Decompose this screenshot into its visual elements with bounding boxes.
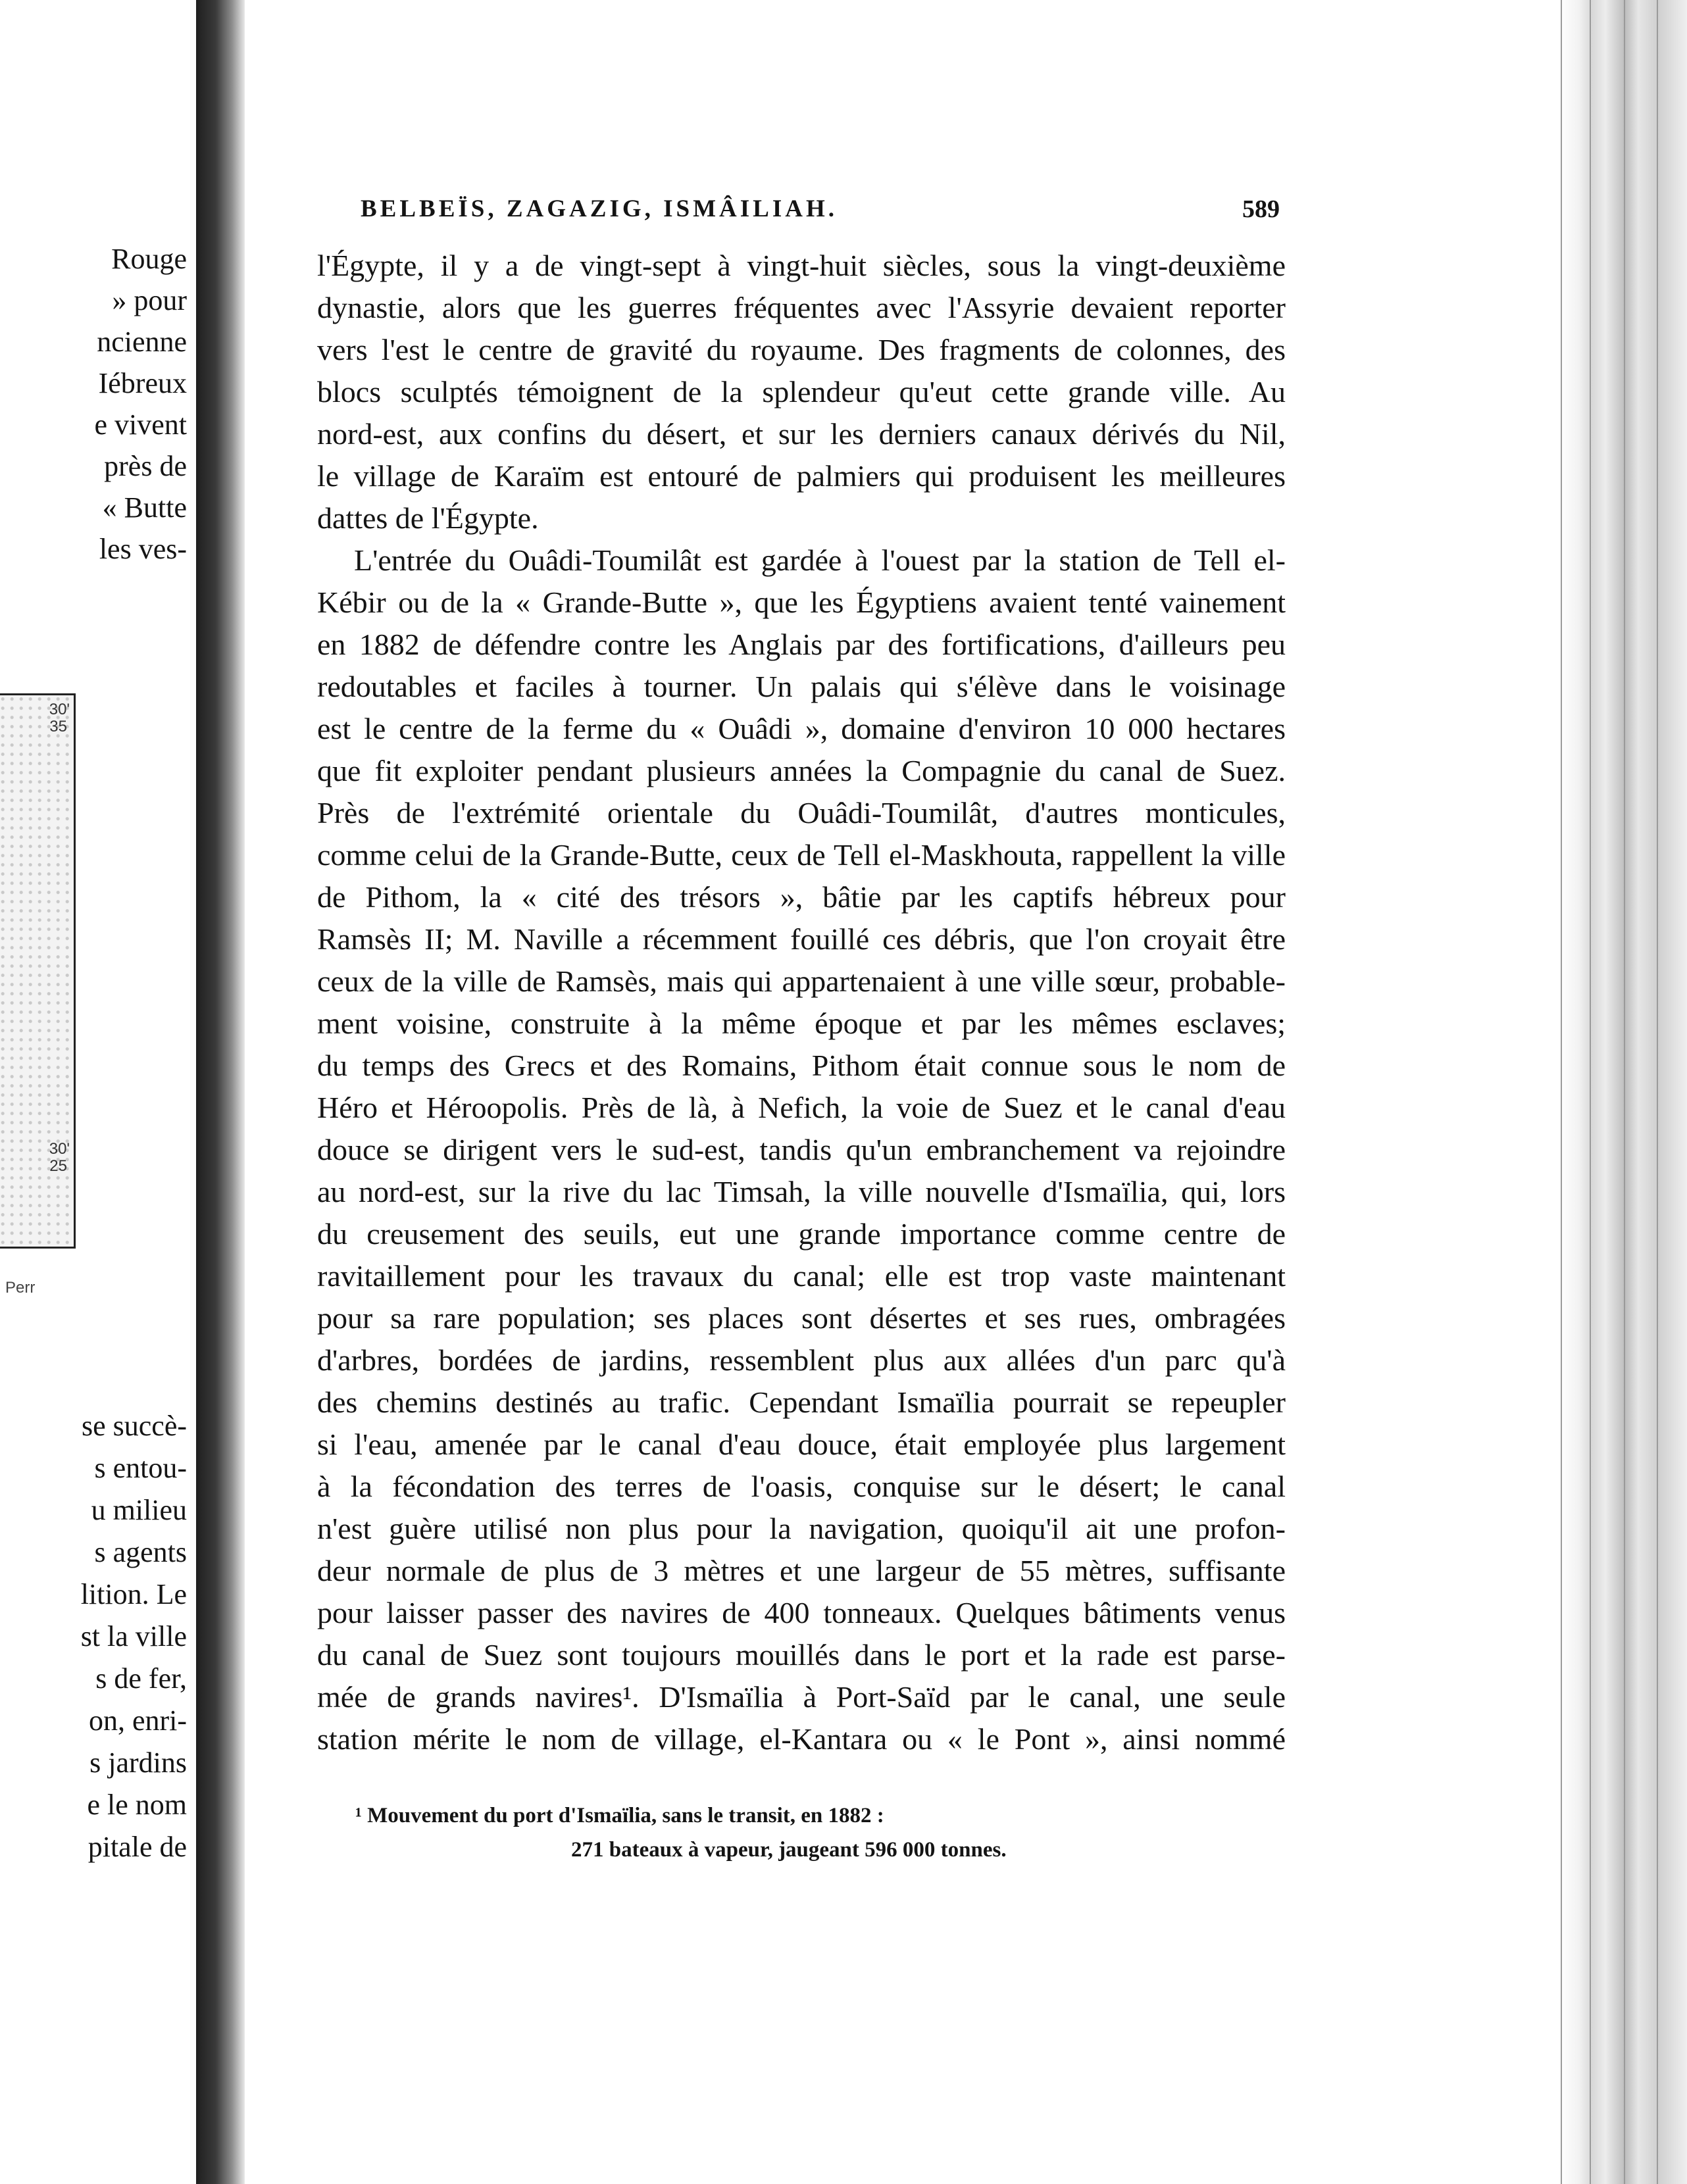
text-line: Ramsès II; M. Naville a récemment fouillé ces débris, que l'on croyait être [317,922,1286,956]
text-line: dattes de l'Égypte. [317,501,539,535]
text-line: deur normale de plus de 3 mètres et une largeur de 55 mètres, suffisante [317,1554,1286,1587]
page-edge-line [1657,0,1658,2184]
text-line: vers l'est le centre de gravité du royaume. Des fragments de colonnes, des [317,333,1286,366]
text-line: blocs sculptés témoignent de la splendeur qu'eut cette grande ville. Au [317,375,1286,409]
text-line: ceux de la ville de Ramsès, mais qui appartenaient à une ville sœur, probable- [317,964,1286,998]
map-label: 30' [49,1140,70,1158]
left-page-line: « Butte [102,491,187,524]
map-label: 25 [49,1157,67,1175]
left-facing-page [0,0,196,2184]
text-line: que fit exploiter pendant plusieurs années la Compagnie du canal de Suez. [317,754,1286,787]
map-fragment [0,693,76,1249]
text-line: l'Égypte, il y a de vingt-sept à vingt-huit siècles, sous la vingt-deuxième [317,249,1286,282]
text-line: du canal de Suez sont toujours mouillés dans le port et la rade est parse- [317,1638,1286,1672]
running-head: BELBEÏS, ZAGAZIG, ISMÂILIAH. [361,195,838,222]
text-line: au nord-est, sur la rive du lac Timsah, la ville nouvelle d'Ismaïlia, qui, lors [317,1175,1286,1208]
text-line: ravitaillement pour les travaux du canal; elle est trop vaste maintenant [317,1259,1286,1293]
page-number: 589 [1242,195,1280,223]
text-line: est le centre de la ferme du « Ouâdi », domaine d'environ 10 000 hectares [317,712,1286,745]
left-page-line: Rouge [111,243,187,275]
map-label: 35 [49,718,67,735]
left-page-line: s de fer, [95,1662,187,1695]
text-line: n'est guère utilisé non plus pour la navigation, quoiqu'il ait une profon- [317,1512,1286,1545]
left-page-line: st la ville [80,1620,187,1652]
left-page-line: u milieu [91,1494,187,1526]
text-line: douce se dirigent vers le sud-est, tandis qu'un embranchement va rejoindre [317,1133,1286,1166]
left-page-line: s entou- [94,1452,187,1484]
left-page-line: e le nom [87,1789,187,1821]
page-edge-line [1590,0,1591,2184]
left-page-line: s jardins [89,1747,187,1779]
body-text [317,245,1286,1760]
left-page-line: pitale de [88,1831,187,1863]
text-line: ment voisine, construite à la même époque et par les mêmes esclaves; [317,1006,1286,1040]
map-credit: Perr [5,1279,36,1297]
left-page-line: près de [104,450,187,482]
text-line: redoutables et faciles à tourner. Un palais qui s'élève dans le voisinage [317,670,1286,703]
book-gutter [196,0,245,2184]
text-line: du creusement des seuils, eut une grande importance comme centre de [317,1217,1286,1251]
text-line: en 1882 de défendre contre les Anglais par des fortifications, d'ailleurs peu [317,628,1286,661]
text-line: comme celui de la Grande-Butte, ceux de Tell el-Maskhouta, rappellent la ville [317,838,1286,872]
text-line: Près de l'extrémité orientale du Ouâdi-Toumilât, d'autres monticules, [317,796,1286,830]
text-line: nord-est, aux confins du désert, et sur les derniers canaux dérivés du Nil, [317,417,1286,451]
page-edge-line [1624,0,1625,2184]
text-line: du temps des Grecs et des Romains, Pithom était connue sous le nom de [317,1049,1286,1082]
text-line: à la fécondation des terres de l'oasis, conquise sur le désert; le canal [317,1470,1286,1503]
text-line: Héro et Héroopolis. Près de là, à Nefich, la voie de Suez et le canal d'eau [317,1091,1286,1124]
left-page-line: se succè- [81,1410,187,1442]
left-page-line: lition. Le [80,1578,187,1610]
text-line: des chemins destinés au trafic. Cependant Ismaïlia pourrait se repeupler [317,1385,1286,1419]
text-line: Kébir ou de la « Grande-Butte », que les Égyptiens avaient tenté vainement [317,585,1286,619]
left-page-line: » pour [112,284,187,316]
left-page-line: e vivent [94,409,187,441]
left-page-line: ncienne [97,326,187,358]
text-line: de Pithom, la « cité des trésors », bâtie par les captifs hébreux pour [317,880,1286,914]
left-page-line: s agents [94,1536,187,1568]
text-line: dynastie, alors que les guerres fréquentes avec l'Assyrie devaient reporter [317,291,1286,324]
left-page-line: Iébreux [98,367,187,399]
text-line: le village de Karaïm est entouré de palmiers qui produisent les meilleures [317,459,1286,493]
footnote-line: 271 bateaux à vapeur, jaugeant 596 000 tonnes. [571,1838,1007,1862]
left-page-line: les ves- [99,533,187,565]
footnote-line: ¹ Mouvement du port d'Ismaïlia, sans le transit, en 1882 : [355,1804,884,1827]
text-line: si l'eau, amenée par le canal d'eau douce, était employée plus largement [317,1427,1286,1461]
text-line: pour sa rare population; ses places sont désertes et ses rues, ombragées [317,1301,1286,1335]
text-line: d'arbres, bordées de jardins, ressemblent plus aux allées d'un parc qu'à [317,1343,1286,1377]
page-edges [1559,0,1687,2184]
text-line: L'entrée du Ouâdi-Toumilât est gardée à l'ouest par la station de Tell el- [354,543,1286,577]
text-line: station mérite le nom de village, el-Kantara ou « le Pont », ainsi nommé [317,1722,1286,1756]
page-edge-line [1561,0,1562,2184]
text-line: pour laisser passer des navires de 400 tonneaux. Quelques bâtiments venus [317,1596,1286,1629]
left-page-line: on, enri- [88,1704,187,1737]
text-line: mée de grands navires¹. D'Ismaïlia à Port-Saïd par le canal, une seule [317,1680,1286,1714]
map-label: 30' [49,701,70,718]
